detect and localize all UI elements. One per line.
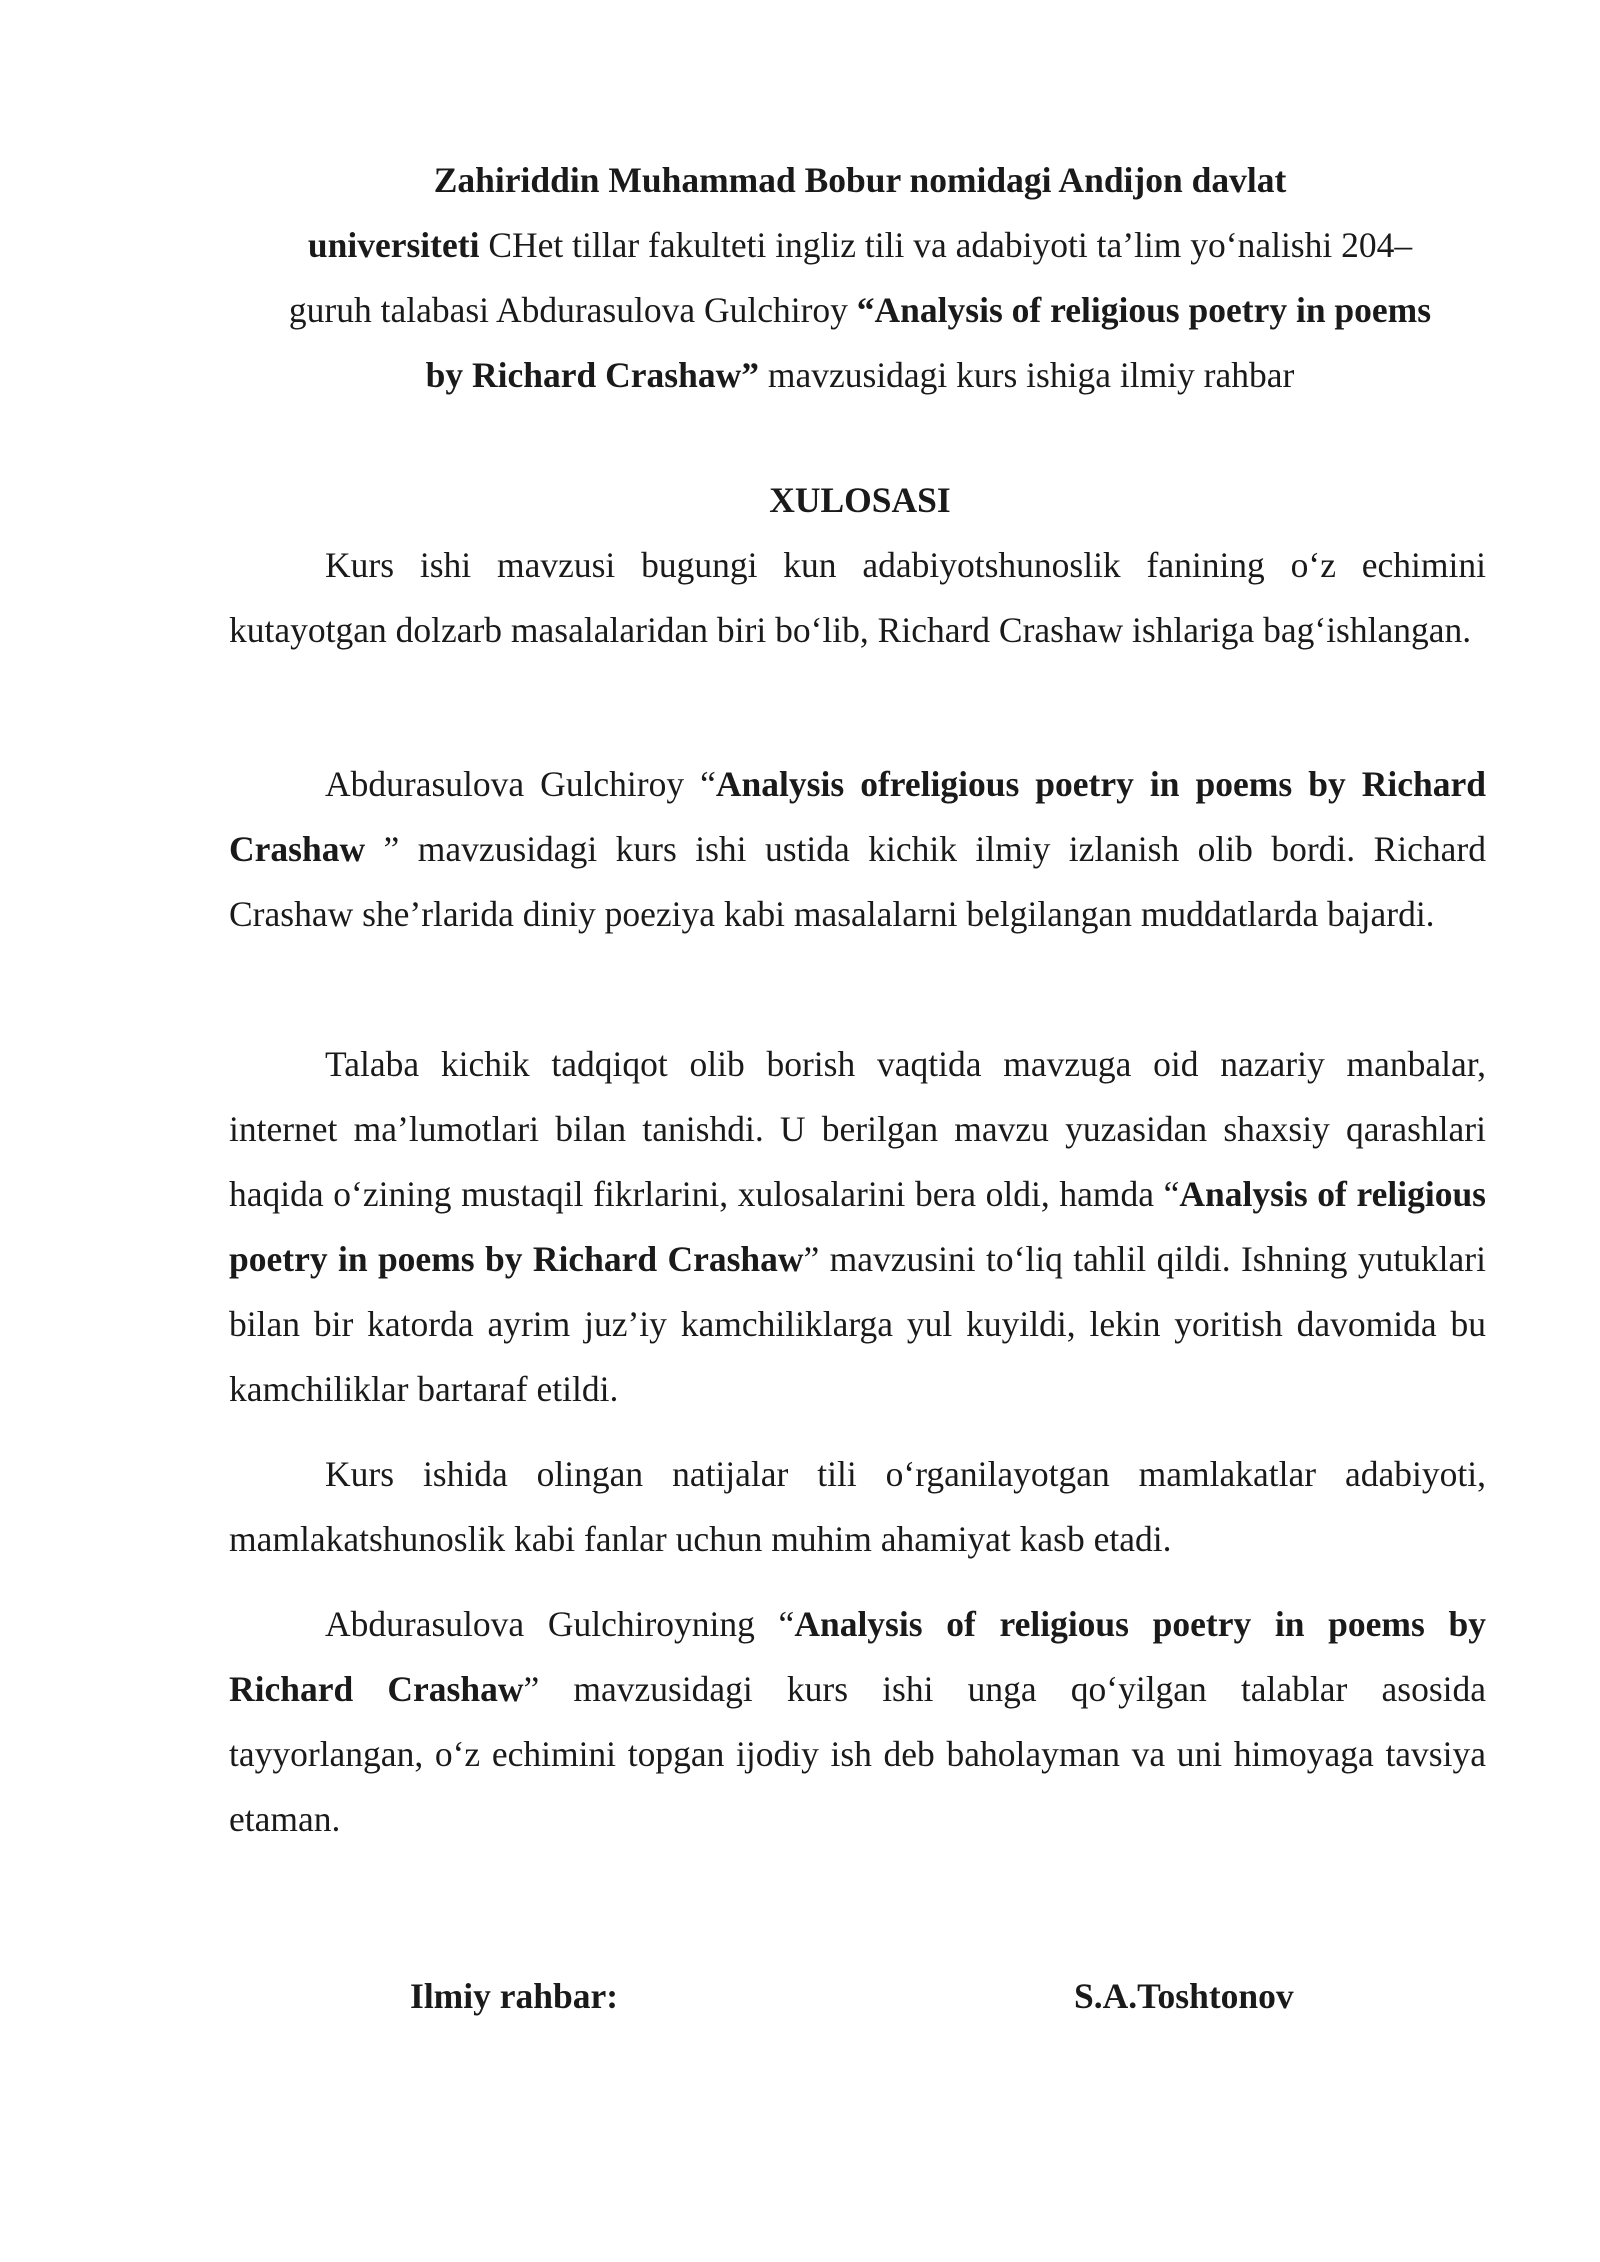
paragraph-5-lead: Abdurasulova Gulchiroyning “ [325,1604,795,1644]
paragraph-2-lead: Abdurasulova Gulchiroy “ [325,764,716,804]
heading-faculty-text: CHet tillar fakulteti ingliz tili va adabiyoti ta’lim yo‘nalishi 204– [479,225,1413,265]
paragraph-2-rest: ” mavzusidagi kurs ishi ustida kichik ilmiy izlanish olib bordi. Richard Crashaw she’rlarida diniy poeziya kabi masalalarni belgilangan muddatlarda bajardi. [229,829,1486,934]
heading-supervisor-text: mavzusidagi kurs ishiga ilmiy rahbar [759,355,1295,395]
heading-topic-author: by Richard Crashaw” [425,355,759,395]
heading-student-text: guruh talabasi Abdurasulova Gulchiroy [288,290,857,330]
paragraph-3-rest: ” mavzusini to‘liq tahlil qildi. Ishning yutuklari bilan bir katorda ayrim juz’iy kamchiliklarga yul kuyildi, lekin yoritish davomida bu kamchiliklar bartaraf etildi. [229,1239,1486,1409]
paragraph-1-text: Kurs ishi mavzusi bugungi kun adabiyotshunoslik fanining o‘z echimini kutayotgan dolzarb masalalaridan biri bo‘lib, Richard Crashaw ishlariga bag‘ishlangan. [229,545,1486,650]
paragraph-5-rest: ” mavzusidagi kurs ishi unga qo‘yilgan talablar asosida tayyorlangan, o‘z echimini topgan ijodiy ish deb baholayman va uni himoyaga tavsiya etaman. [229,1669,1487,1839]
heading-university-word: universiteti [307,225,480,265]
signature-name: S.A.Toshtonov [1074,1976,1294,2016]
signature-label: Ilmiy rahbar: [410,1976,619,2016]
paragraph-5 [229,1592,1486,1852]
paragraph-3-topic: Analysis of religious poetry in poems by Richard Crashaw [229,1174,1486,1279]
paragraph-2-topic: Analysis ofreligious poetry in poems by Richard Crashaw [229,764,1486,869]
paragraph-5-topic: Analysis of religious poetry in poems by Richard Crashaw [229,1604,1486,1709]
paragraph-4 [229,1442,1486,1572]
document-title: XULOSASI [769,480,951,520]
paragraph-2 [229,752,1486,947]
paragraph-1 [229,533,1486,663]
paragraph-4-text: Kurs ishida olingan natijalar tili o‘rganilayotgan mamlakatlar adabiyoti, mamlakatshunoslik kabi fanlar uchun muhim ahamiyat kasb etadi. [229,1454,1486,1559]
paragraph-3 [229,1032,1486,1422]
document-heading [200,148,1520,408]
paragraph-3-lead: Talaba kichik tadqiqot olib borish vaqtida mavzuga oid nazariy manbalar, internet ma’lumotlari bilan tanishdi. U berilgan mavzu yuzasidan shaxsiy qarashlari haqida o‘zining mustaqil fikrlarini, xulosalarini bera oldi, hamda “ [229,1044,1486,1214]
heading-topic-title: “Analysis of religious poetry in poems [856,290,1432,330]
heading-university-name: Zahiriddin Muhammad Bobur nomidagi Andijon davlat [433,160,1287,200]
